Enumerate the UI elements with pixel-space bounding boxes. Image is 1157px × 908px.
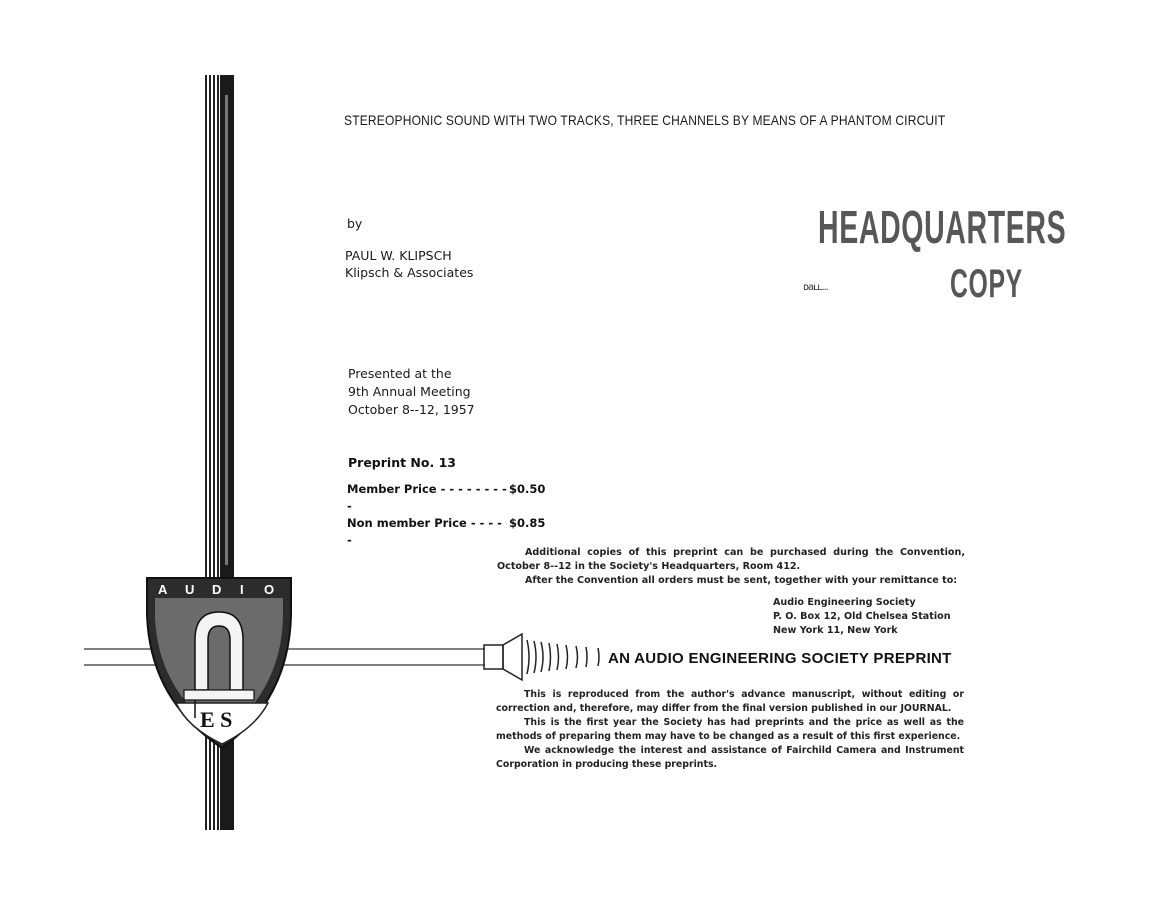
member-price-label: Member Price - - - - - - - - -	[347, 482, 507, 513]
speaker-icon	[484, 634, 599, 680]
address-line: Audio Engineering Society	[773, 597, 916, 608]
handwritten-mark: ᴅaʟʟ...	[803, 282, 828, 293]
paper-title: STEREOPHONIC SOUND WITH TWO TRACKS, THREE CHANNELS BY MEANS OF A PHANTOM CIRCUIT	[344, 112, 946, 128]
copy-stamp: COPY	[950, 262, 1023, 306]
price-list	[347, 481, 545, 549]
notes-paragraph: This is the first year the Society has had preprints and the price as well as the methods of preparing them may have to be changed as a result of this first experience.	[496, 717, 964, 742]
presented-block	[348, 365, 475, 419]
preprint-notes	[496, 688, 964, 772]
logo-letter: A	[158, 582, 168, 597]
ordering-paragraph: After the Convention all orders must be sent, together with your remittance to:	[525, 575, 958, 586]
aes-preprint-banner: AN AUDIO ENGINEERING SOCIETY PREPRINT	[608, 650, 952, 667]
logo-shield	[147, 578, 291, 748]
nonmember-price-label: Non member Price - - - - -	[347, 516, 502, 547]
logo-es-letters: E S	[200, 707, 233, 732]
address-line: P. O. Box 12, Old Chelsea Station	[773, 611, 951, 622]
presented-line: Presented at the	[348, 366, 452, 381]
ordering-info	[497, 546, 965, 588]
author-block	[345, 247, 473, 281]
logo-letter: O	[264, 582, 275, 597]
presented-line: 9th Annual Meeting	[348, 384, 471, 399]
nonmember-price-row	[347, 515, 545, 549]
headquarters-stamp: HEADQUARTERS	[818, 201, 1067, 253]
logo-letter: D	[212, 582, 222, 597]
author-name: PAUL W. KLIPSCH	[345, 248, 452, 263]
logo-letter: U	[185, 582, 195, 597]
notes-paragraph: We acknowledge the interest and assistance of Fairchild Camera and Instrument Corporation in producing these preprints.	[496, 745, 964, 770]
presented-line: October 8--12, 1957	[348, 402, 475, 417]
member-price-row	[347, 481, 545, 515]
notes-paragraph: This is reproduced from the author's advance manuscript, without editing or correction and, therefore, may differ from the final version published in our JOURNAL.	[496, 689, 964, 714]
member-price-value: $0.50	[509, 482, 546, 496]
society-address	[773, 596, 951, 638]
by-label: by	[347, 216, 363, 231]
ordering-paragraph: Additional copies of this preprint can be purchased during the Convention, October 8--12 in the Society's Headquarters, Room 412.	[497, 547, 965, 572]
address-line: New York 11, New York	[773, 625, 898, 636]
author-affiliation: Klipsch & Associates	[345, 265, 474, 280]
preprint-number: Preprint No. 13	[348, 455, 456, 470]
nonmember-price-value: $0.85	[509, 516, 546, 530]
logo-letter: I	[240, 582, 244, 597]
